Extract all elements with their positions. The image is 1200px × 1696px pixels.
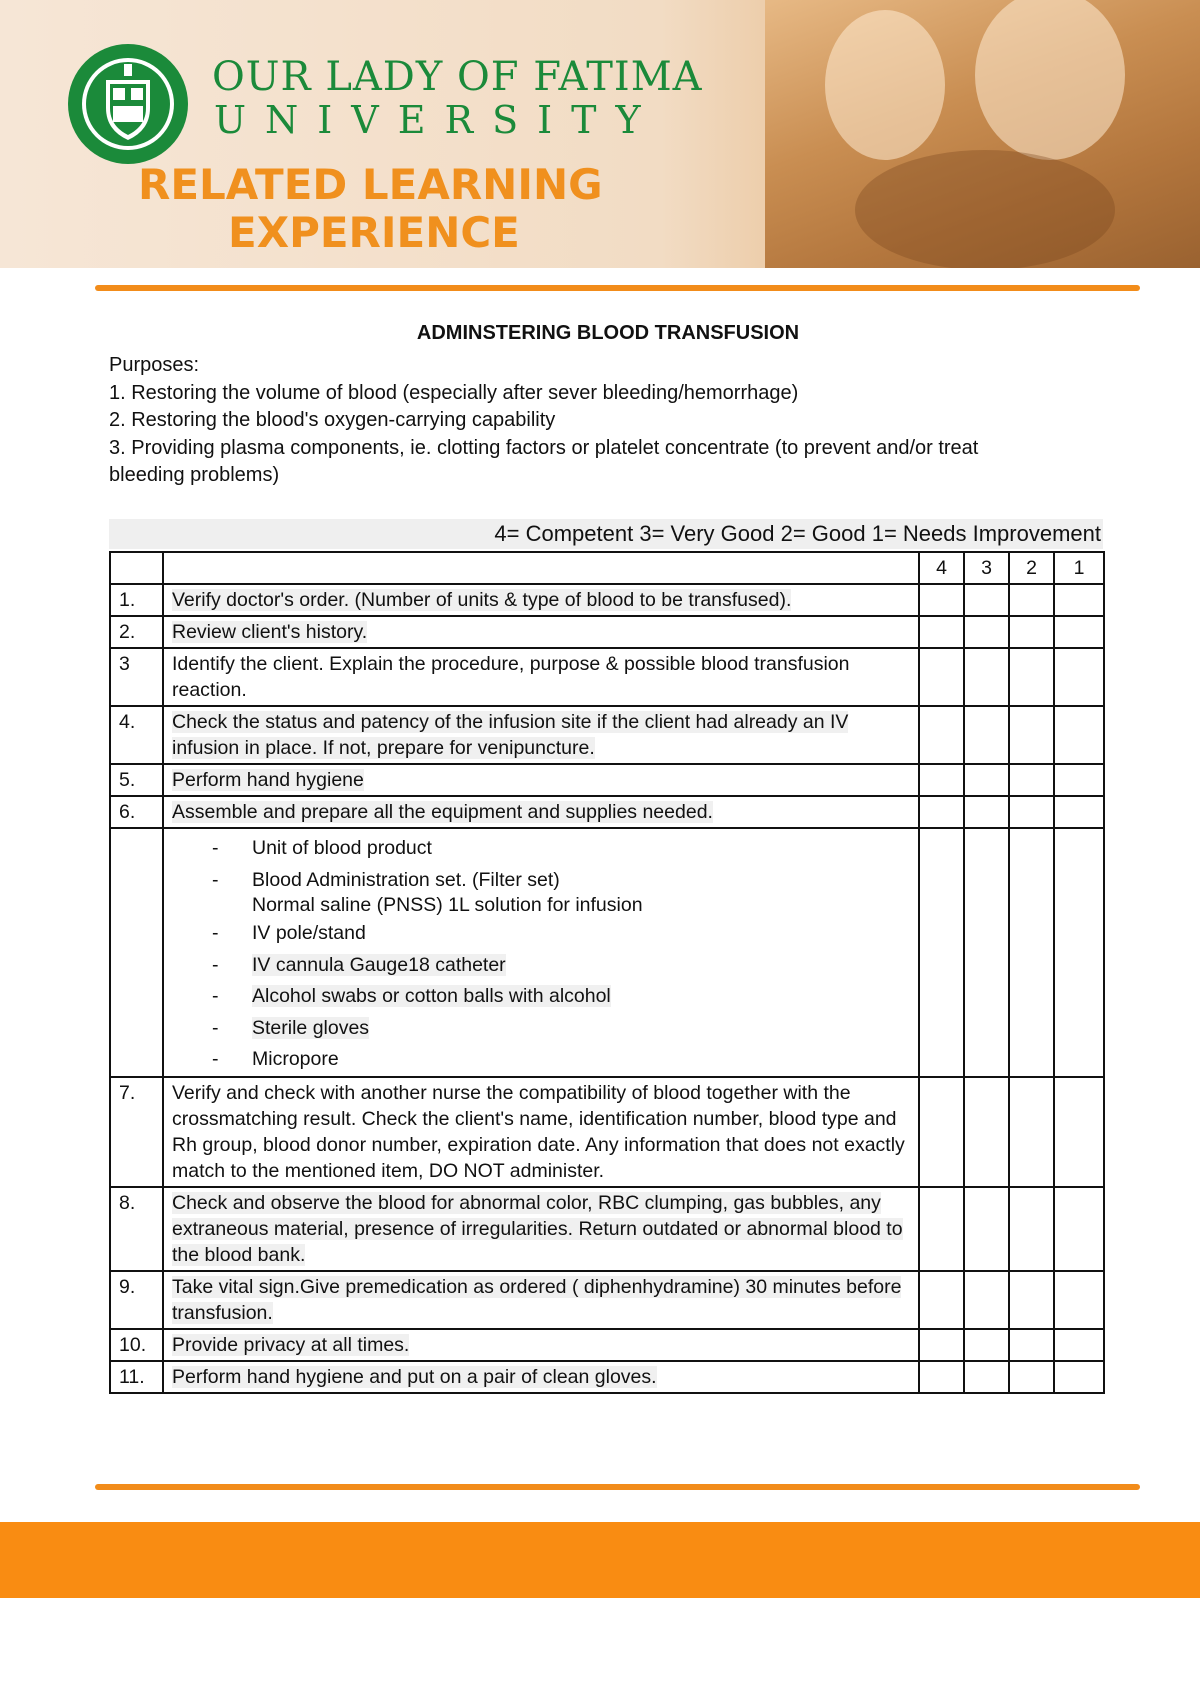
table-row	[110, 584, 1104, 616]
step-text	[163, 648, 919, 706]
supply-item: - Alcohol swabs or cotton balls with alcohol	[212, 985, 611, 1007]
supply-item: - Micropore	[212, 1048, 339, 1070]
step-text	[163, 1329, 919, 1361]
score-cell[interactable]	[1009, 828, 1054, 1077]
step-number: 1.	[110, 584, 163, 616]
score-cell[interactable]	[964, 648, 1009, 706]
purpose-item: 3. Providing plasma components, ie. clotting factors or platelet concentrate (to prevent and/or treat bleeding problems)	[109, 436, 979, 486]
score-cell[interactable]	[964, 1361, 1009, 1393]
score-cell[interactable]	[1054, 796, 1104, 828]
supply-item-text: Micropore	[252, 1048, 339, 1070]
supplies-list	[172, 833, 910, 1076]
score-cell[interactable]	[1054, 1077, 1104, 1187]
supplies-num-cell	[110, 828, 163, 1077]
step-text-content: Perform hand hygiene	[172, 769, 364, 791]
step-text-content: Check and observe the blood for abnormal color, RBC clumping, gas bubbles, any extraneous material, presence of irregularities. Return outdated or abnormal blood to the blood bank.	[172, 1191, 903, 1266]
table-header-row	[110, 552, 1104, 584]
step-text	[163, 1187, 919, 1271]
supply-item	[212, 892, 910, 918]
supply-item-text: IV pole/stand	[252, 922, 366, 944]
step-text	[163, 706, 919, 764]
purposes-section	[109, 352, 1039, 490]
step-number: 3	[110, 648, 163, 706]
score-cell[interactable]	[919, 1361, 964, 1393]
score-cell[interactable]	[919, 1329, 964, 1361]
score-cell[interactable]	[1054, 706, 1104, 764]
score-cell[interactable]	[964, 706, 1009, 764]
step-text-content: Provide privacy at all times.	[172, 1333, 410, 1356]
score-cell[interactable]	[964, 1329, 1009, 1361]
score-header-1: 1	[1054, 552, 1104, 584]
score-cell[interactable]	[964, 584, 1009, 616]
footer-band	[0, 1522, 1200, 1598]
score-cell[interactable]	[1054, 584, 1104, 616]
supply-item-text: Sterile gloves	[252, 1016, 370, 1039]
step-number: 11.	[110, 1361, 163, 1393]
score-cell[interactable]	[1054, 1329, 1104, 1361]
score-cell[interactable]	[919, 1187, 964, 1271]
score-header-3: 3	[964, 552, 1009, 584]
supply-item: - Sterile gloves	[212, 1016, 370, 1039]
header-banner	[0, 0, 1200, 268]
score-cell[interactable]	[1054, 1271, 1104, 1329]
table-row	[110, 1271, 1104, 1329]
supply-item: - IV cannula Gauge18 catheter	[212, 953, 506, 976]
score-cell[interactable]	[964, 828, 1009, 1077]
score-cell[interactable]	[919, 584, 964, 616]
score-header-2: 2	[1009, 552, 1054, 584]
step-text-content: Verify doctor's order. (Number of units & type of blood to be transfused).	[172, 589, 792, 611]
step-text	[163, 584, 919, 616]
step-number: 10.	[110, 1329, 163, 1361]
supply-item: - IV pole/stand	[212, 922, 366, 944]
score-cell[interactable]	[964, 1187, 1009, 1271]
score-cell[interactable]	[919, 1271, 964, 1329]
step-text-content: Verify and check with another nurse the compatibility of blood together with the crossmatching result. Check the client's name, identification number, blood type and Rh group, blood donor number, expiration date. Any information that does not exactly match to the mentioned item, DO NOT administer.	[172, 1081, 905, 1182]
banner-title-line1: RELATED LEARNING	[138, 160, 603, 209]
score-cell[interactable]	[1009, 1329, 1054, 1361]
purpose-item: 2. Restoring the blood's oxygen-carrying capability	[109, 409, 556, 431]
supply-item: - Unit of blood product	[212, 837, 432, 859]
score-cell[interactable]	[1054, 1187, 1104, 1271]
supplies-row	[110, 828, 1104, 1077]
banner-title-line2: EXPERIENCE	[228, 208, 520, 257]
supply-item-text: Unit of blood product	[252, 837, 432, 859]
table-row	[110, 1077, 1104, 1187]
table-row	[110, 648, 1104, 706]
step-text-content: Perform hand hygiene and put on a pair of clean gloves.	[172, 1365, 657, 1388]
score-cell[interactable]	[964, 1271, 1009, 1329]
table-row	[110, 796, 1104, 828]
score-cell[interactable]	[1009, 1271, 1054, 1329]
header-divider	[95, 285, 1140, 291]
purpose-item: 1. Restoring the volume of blood (especially after sever bleeding/hemorrhage)	[109, 381, 799, 404]
table-row	[110, 1187, 1104, 1271]
step-text-content: Review client's history.	[172, 621, 368, 643]
score-cell[interactable]	[919, 1077, 964, 1187]
score-cell[interactable]	[919, 648, 964, 706]
score-cell[interactable]	[919, 706, 964, 764]
score-cell[interactable]	[1054, 616, 1104, 648]
header-num-cell	[110, 552, 163, 584]
step-text	[163, 1077, 919, 1187]
purposes-label: Purposes:	[109, 354, 200, 376]
step-text	[163, 764, 919, 796]
score-cell[interactable]	[1054, 764, 1104, 796]
step-text-content: Check the status and patency of the infusion site if the client had already an IV infusion in place. If not, prepare for venipuncture.	[172, 711, 849, 759]
score-cell[interactable]	[1009, 706, 1054, 764]
score-cell[interactable]	[1054, 828, 1104, 1077]
step-text-content: Take vital sign.Give premedication as ordered ( diphenhydramine) 30 minutes before transfusion.	[172, 1275, 902, 1324]
score-cell[interactable]	[1009, 796, 1054, 828]
score-cell[interactable]	[919, 796, 964, 828]
score-cell[interactable]	[1054, 1361, 1104, 1393]
step-number: 9.	[110, 1271, 163, 1329]
step-text	[163, 616, 919, 648]
rating-scale-legend: 4= Competent 3= Very Good 2= Good 1= Needs Improvement	[109, 519, 1103, 549]
university-name-line1: OUR LADY OF FATIMA	[212, 54, 703, 100]
score-cell[interactable]	[964, 616, 1009, 648]
nurses-photo	[765, 0, 1200, 268]
supply-item-text: Normal saline (PNSS) 1L solution for infusion	[252, 894, 643, 916]
step-number: 8.	[110, 1187, 163, 1271]
step-text-content: Identify the client. Explain the procedure, purpose & possible blood transfusion reaction.	[172, 653, 850, 701]
procedure-checklist-table	[109, 551, 1105, 1394]
score-header-4: 4	[919, 552, 964, 584]
table-row	[110, 764, 1104, 796]
university-name-line2: UNIVERSITY	[214, 98, 660, 142]
step-number: 2.	[110, 616, 163, 648]
step-text-content: Assemble and prepare all the equipment and supplies needed.	[172, 801, 713, 823]
supply-item-text: Alcohol swabs or cotton balls with alcohol	[252, 985, 611, 1007]
score-cell[interactable]	[964, 764, 1009, 796]
footer-divider	[95, 1484, 1140, 1490]
step-number: 6.	[110, 796, 163, 828]
step-text	[163, 1361, 919, 1393]
document-title: ADMINSTERING BLOOD TRANSFUSION	[416, 322, 800, 344]
score-cell[interactable]	[1009, 616, 1054, 648]
step-text	[163, 1271, 919, 1329]
university-seal-logo	[66, 42, 190, 166]
score-cell[interactable]	[964, 796, 1009, 828]
score-cell[interactable]	[1009, 1361, 1054, 1393]
step-number: 7.	[110, 1077, 163, 1187]
header-step-cell	[163, 552, 919, 584]
score-cell[interactable]	[1054, 648, 1104, 706]
score-cell[interactable]	[1009, 764, 1054, 796]
step-text	[163, 796, 919, 828]
score-cell[interactable]	[964, 1077, 1009, 1187]
step-number: 4.	[110, 706, 163, 764]
table-row	[110, 1361, 1104, 1393]
table-row	[110, 616, 1104, 648]
score-cell[interactable]	[919, 764, 964, 796]
supplies-list-cell	[163, 828, 919, 1077]
step-number: 5.	[110, 764, 163, 796]
score-cell[interactable]	[1009, 1187, 1054, 1271]
score-cell[interactable]	[1009, 1077, 1054, 1187]
table-row	[110, 1329, 1104, 1361]
score-cell[interactable]	[1009, 648, 1054, 706]
score-cell[interactable]	[1009, 584, 1054, 616]
supply-item: - Blood Administration set. (Filter set)	[212, 868, 560, 891]
table-row	[110, 706, 1104, 764]
score-cell[interactable]	[919, 828, 964, 1077]
supply-item-text: Blood Administration set. (Filter set)	[252, 868, 560, 891]
score-cell[interactable]	[919, 616, 964, 648]
supply-item-text: IV cannula Gauge18 catheter	[252, 953, 506, 976]
